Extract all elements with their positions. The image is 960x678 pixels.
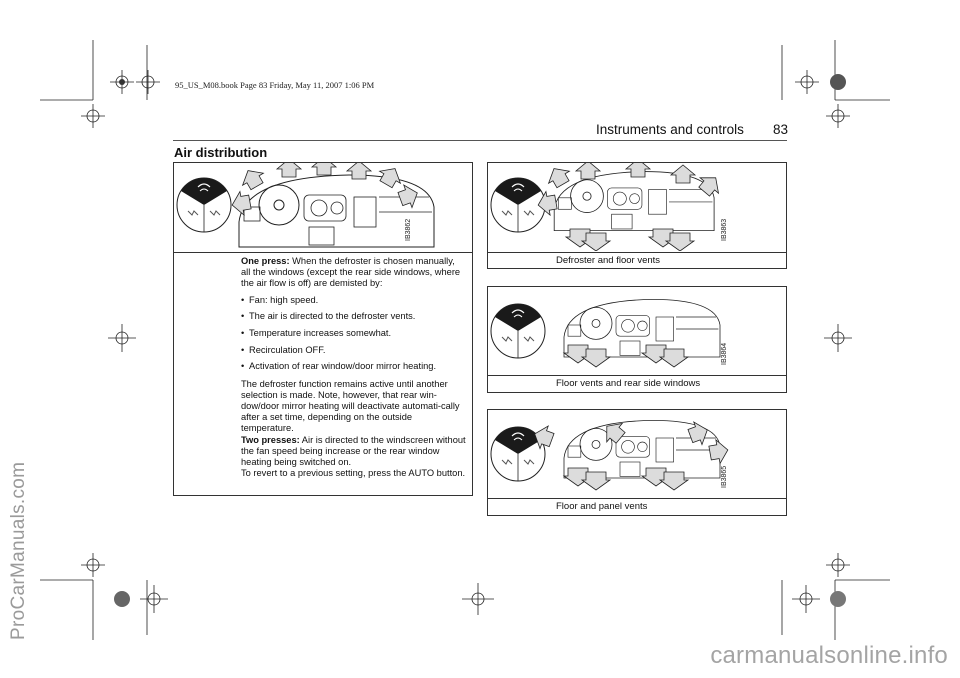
- defroster-floor-illustration: [488, 163, 786, 251]
- defroster-floor-panel: [487, 162, 787, 269]
- figure-code: IB3862: [405, 218, 412, 241]
- page-header-title: Instruments and controls: [596, 122, 744, 137]
- panel-caption: Floor vents and rear side windows: [556, 378, 701, 389]
- bullet-item: • Activation of rear window/door mirror heating.: [241, 361, 466, 372]
- bullet-item: • Fan: high speed.: [241, 295, 466, 306]
- watermark-vertical: ProCarManuals.com: [8, 461, 29, 640]
- defroster-illustration: [174, 163, 472, 251]
- defroster-bullet-list: [241, 295, 466, 373]
- bullet-item: • Temperature increases somewhat.: [241, 328, 466, 339]
- panel-divider: [174, 252, 472, 253]
- defroster-description: [241, 256, 466, 479]
- floor-rear-panel: [487, 286, 787, 393]
- panel-divider: [488, 498, 786, 499]
- panel-divider: [488, 375, 786, 376]
- bullet-item: • The air is directed to the defroster vents.: [241, 311, 466, 322]
- panel-caption: Floor and panel vents: [556, 501, 648, 512]
- two-presses-paragraph: [241, 435, 466, 469]
- remains-active-paragraph: The defroster function remains active until another selection is made. Note, however, that rear win-dow/door mirror heating will deactivate automati-cally after a set time, depending on the outside temperature.: [241, 378, 460, 434]
- watermark-bottom: carmanualsonline.info: [710, 642, 948, 669]
- panel-divider: [488, 252, 786, 253]
- page-number: 83: [773, 122, 789, 137]
- floor-panel-illustration: [488, 410, 786, 498]
- floor-rear-illustration: [488, 287, 786, 375]
- one-press-text: When the defroster is chosen manually, all the windows (except the rear side windows, where the air flow is off) are demisted by:: [241, 256, 461, 289]
- figure-code: IB3864: [721, 342, 728, 365]
- figure-code: IB3865: [721, 465, 728, 488]
- two-presses-label: Two presses:: [241, 434, 300, 445]
- one-press-paragraph: [241, 256, 466, 290]
- floor-panel-vents-panel: [487, 409, 787, 516]
- panel-caption: Defroster and floor vents: [556, 255, 661, 266]
- one-press-label: One press:: [241, 256, 290, 266]
- revert-paragraph: To revert to a previous setting, press the AUTO button.: [241, 468, 466, 479]
- bullet-item: • Recirculation OFF.: [241, 345, 466, 356]
- section-title: Air distribution: [174, 145, 268, 160]
- book-file-line: 95_US_M08.book Page 83 Friday, May 11, 2007 1:06 PM: [175, 80, 375, 90]
- two-presses-text: Air is directed to the windscreen without the fan speed being increase or the rear window heating being switched on.: [241, 434, 466, 468]
- header-rule: [173, 140, 787, 141]
- figure-code: IB3863: [721, 218, 728, 241]
